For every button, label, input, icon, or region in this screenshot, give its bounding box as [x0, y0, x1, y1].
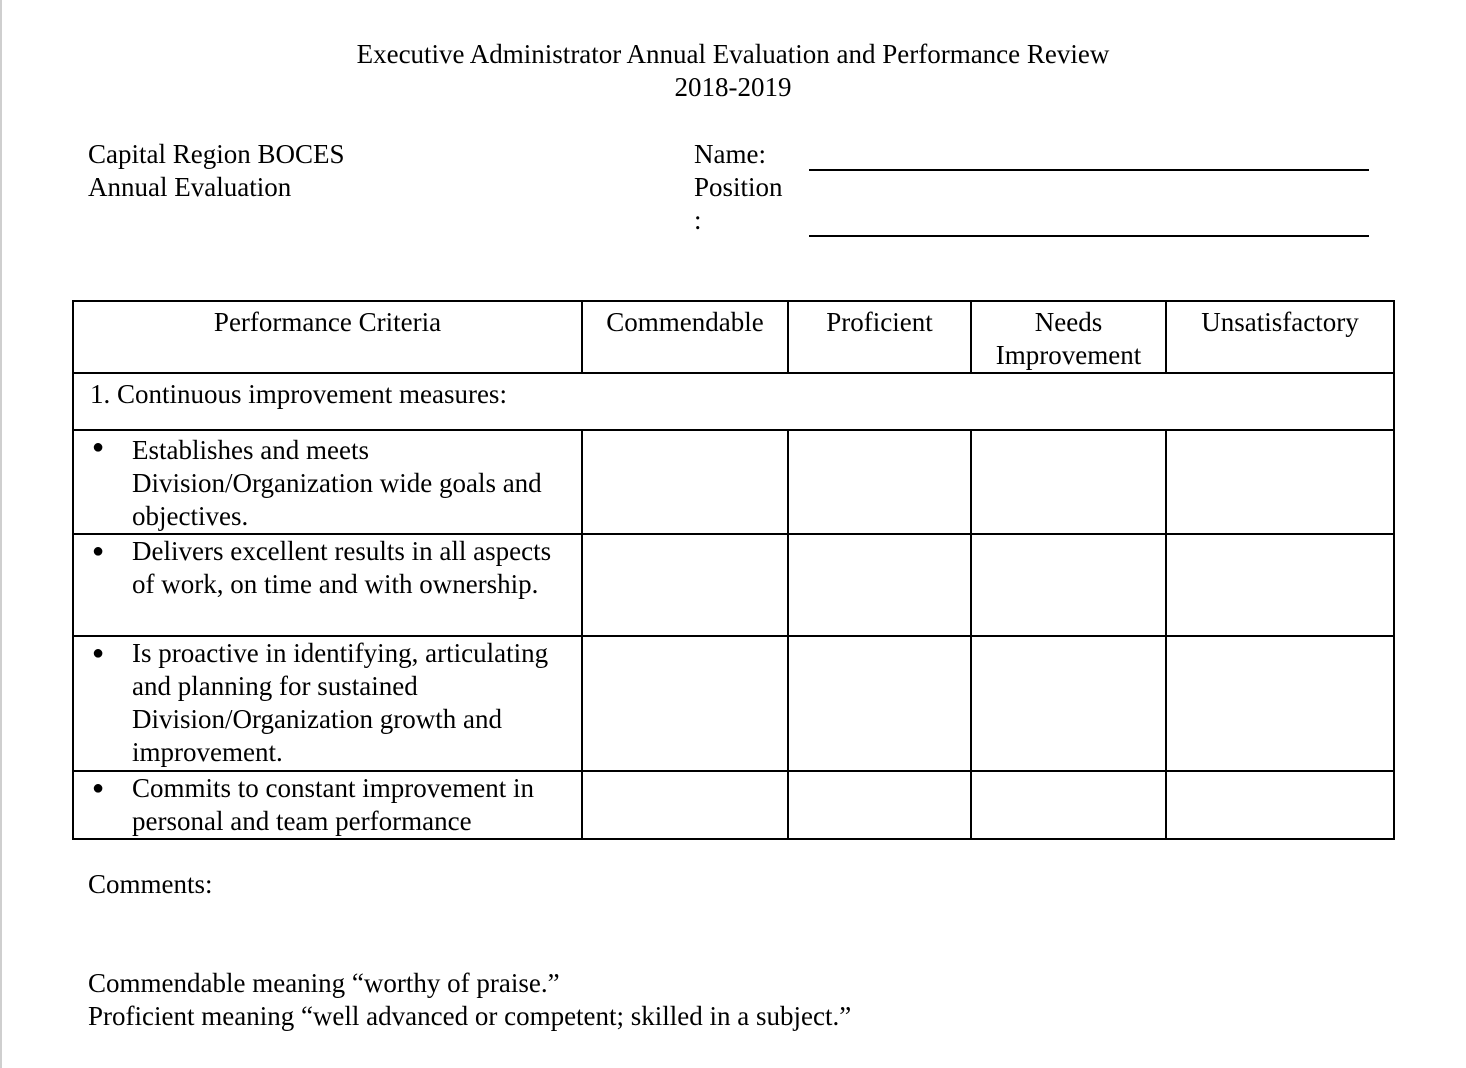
definition-proficient: Proficient meaning “well advanced or competent; skilled in a subject.” [88, 1001, 852, 1031]
table-row [73, 430, 1394, 534]
bullet-icon: ● [92, 540, 105, 562]
document-title [0, 38, 1466, 104]
criteria-text: Is proactive in identifying, articulating and planning for sustained Division/Organization growth and improvement. [132, 638, 549, 767]
table-row [73, 534, 1394, 636]
column-header-needs-improvement: Needs Improvement [971, 301, 1166, 373]
position-label [694, 171, 783, 237]
rating-cell-needs-improvement[interactable] [971, 430, 1166, 534]
rating-cell-needs-improvement[interactable] [971, 636, 1166, 771]
comments-label: Comments: [88, 869, 213, 899]
rating-cell-commendable[interactable] [582, 534, 788, 636]
performance-criteria-table [72, 300, 1395, 840]
rating-cell-unsatisfactory[interactable] [1166, 771, 1394, 839]
bullet-icon: ● [92, 777, 105, 799]
bullet-icon: ● [92, 436, 105, 458]
rating-cell-proficient[interactable] [788, 771, 971, 839]
position-label-text: Position [694, 172, 783, 202]
position-field[interactable] [809, 235, 1369, 237]
criteria-item [73, 430, 582, 534]
rating-cell-proficient[interactable] [788, 636, 971, 771]
definition-commendable: Commendable meaning “worthy of praise.” [88, 968, 560, 998]
title-line-1: Executive Administrator Annual Evaluation and Performance Review [356, 39, 1110, 69]
rating-cell-commendable[interactable] [582, 636, 788, 771]
criteria-item [73, 534, 582, 636]
rating-cell-proficient[interactable] [788, 430, 971, 534]
organization-name: Capital Region BOCES [88, 139, 345, 169]
criteria-item [73, 636, 582, 771]
column-header-unsatisfactory: Unsatisfactory [1166, 301, 1394, 373]
criteria-item [73, 771, 582, 839]
rating-cell-unsatisfactory[interactable] [1166, 636, 1394, 771]
criteria-text: Delivers excellent results in all aspects of work, on time and with ownership. [132, 536, 552, 599]
name-field[interactable] [809, 169, 1369, 171]
rating-definitions [88, 967, 851, 1033]
evaluation-type: Annual Evaluation [88, 172, 292, 202]
table-row [73, 636, 1394, 771]
rating-cell-unsatisfactory[interactable] [1166, 430, 1394, 534]
page-edge [0, 0, 2, 1068]
criteria-text: Commits to constant improvement in personal and team performance [132, 773, 534, 836]
rating-cell-proficient[interactable] [788, 534, 971, 636]
organization-block [88, 138, 345, 204]
column-header-commendable: Commendable [582, 301, 788, 373]
rating-cell-needs-improvement[interactable] [971, 771, 1166, 839]
section-row [73, 373, 1394, 430]
column-header-proficient: Proficient [788, 301, 971, 373]
criteria-text: Establishes and meets Division/Organization wide goals and objectives. [132, 435, 542, 531]
name-label: Name: [694, 139, 766, 169]
column-header-performance-criteria: Performance Criteria [73, 301, 582, 373]
section-title: 1. Continuous improvement measures: [73, 373, 1394, 430]
rating-cell-unsatisfactory[interactable] [1166, 534, 1394, 636]
position-label-colon: : [694, 205, 702, 235]
table-header-row [73, 301, 1394, 373]
rating-cell-commendable[interactable] [582, 430, 788, 534]
title-year: 2018-2019 [674, 72, 792, 102]
bullet-icon: ● [92, 642, 105, 664]
table-row [73, 771, 1394, 839]
rating-cell-commendable[interactable] [582, 771, 788, 839]
rating-cell-needs-improvement[interactable] [971, 534, 1166, 636]
